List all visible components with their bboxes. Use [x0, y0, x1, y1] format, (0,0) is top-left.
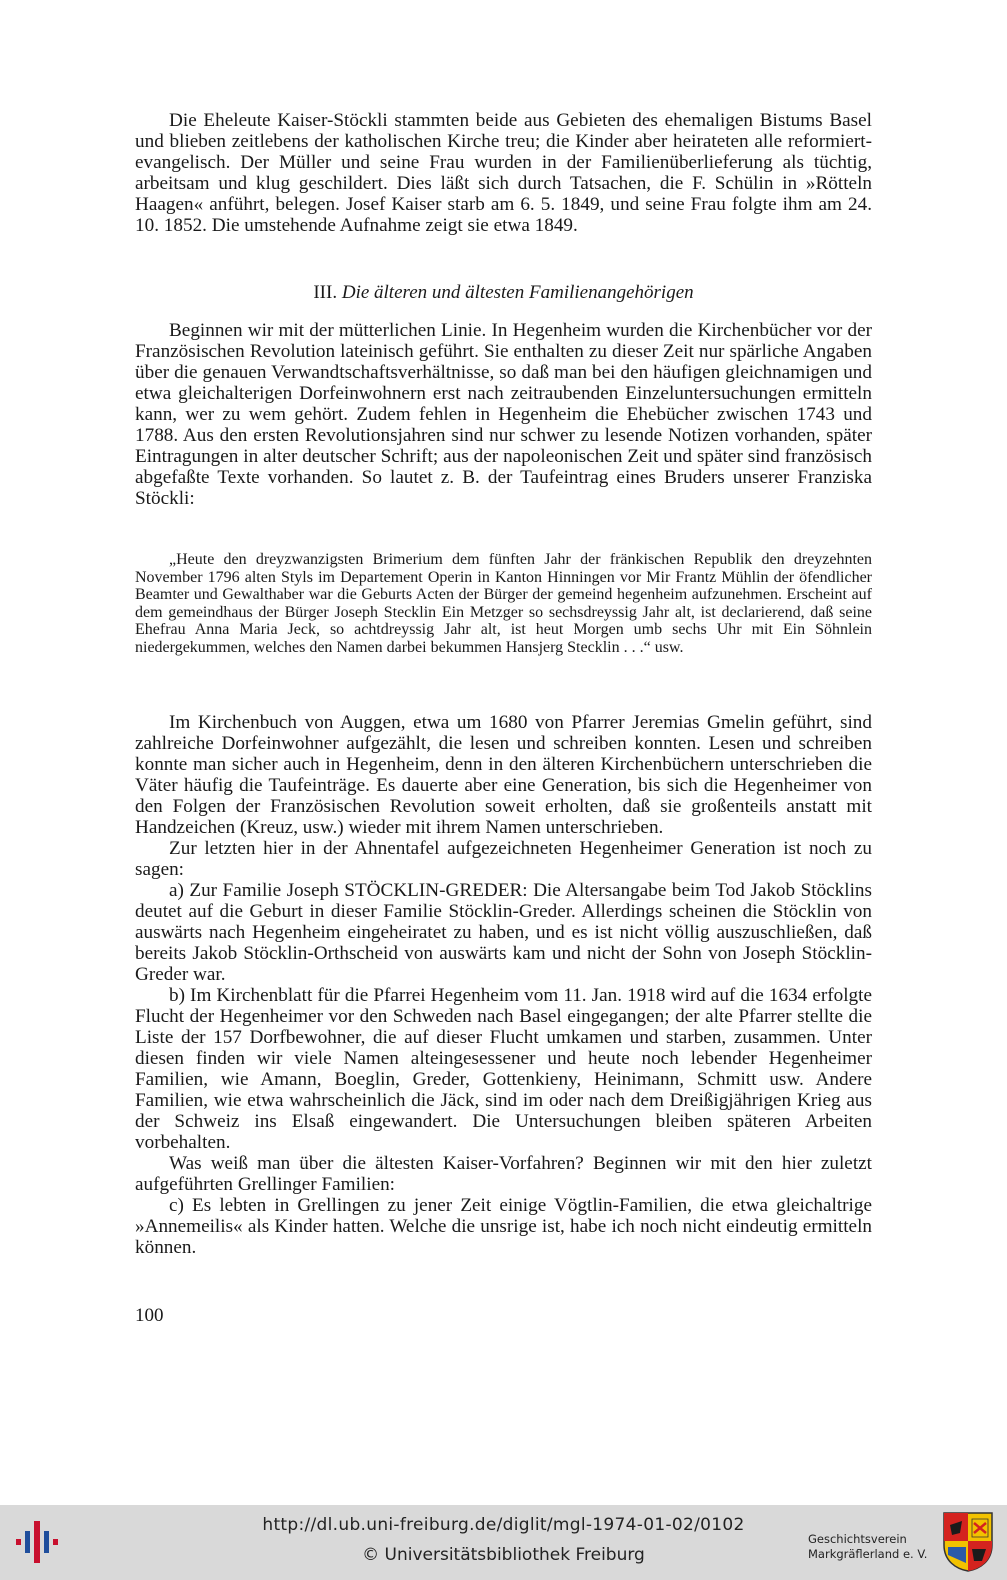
list-item-a: a) Zur Familie Joseph STÖCKLIN-GREDER: Die Altersangabe beim Tod Jakob Stöcklins deutet auf die Geburt in dieser Familie Stöcklin-Greder. Allerdings scheinen die Stöcklin von auswärts nach Hegenheim eingeheiratet zu haben, und es ist nicht völlig auszuschließen, daß bereits Jakob Stöcklin-Orthscheid von auswärts kam und nicht der Sohn von Joseph Stöcklin-Greder war. [135, 880, 872, 985]
text-block-main [135, 712, 872, 1258]
paragraph: Beginnen wir mit der mütterlichen Linie. In Hegenheim wurden die Kirchenbücher vor der Französischen Revolution lateinisch geführt. Sie enthalten zu dieser Zeit nur spärliche Angaben über die genauen Verwandtschaftsverhältnisse, so daß man bei den häufigen gleichnamigen und etwa gleichalterigen Dorfeinwohnern erst nach zeitraubenden Einzeluntersuchungen ermitteln kann, wer zu wem gehört. Zudem fehlen in Hegenheim die Ehebücher zwischen 1743 und 1788. Aus den ersten Revolutionsjahren sind nur schwer zu lesende Notizen vorhanden, später Eintragungen in alter deutscher Schrift; aus der napoleonischen Zeit und später sind französisch abgefaßte Texte vorhanden. So lautet z. B. der Taufeintrag eines Bruders unserer Franziska Stöckli: [135, 320, 872, 509]
paragraph: Zur letzten hier in der Ahnentafel aufgezeichneten Hegenheimer Generation ist noch zu sagen: [135, 838, 872, 880]
document-url-link[interactable]: http://dl.ub.uni-freiburg.de/diglit/mgl-1974-01-02/0102 [262, 1515, 745, 1535]
society-name [808, 1532, 927, 1562]
quote-text: „Heute den dreyzwanzigsten Brimerium dem fünften Jahr der fränkischen Republik den dreyzehnten November 1796 alten Styls im Departement Operin in Kanton Hinningen vor Mir Frantz Mühlin der öfendlicher Beamter und Gewalthaber war die Geburts Acten der Bürger der gemeind hegenheim aufzunehmen. Erscheint auf dem gemeindhaus der Bürger Joseph Stecklin Ein Metzger so sechsdreyssig Jahr alt, ist declarierend, daß seine Ehefrau Anna Maria Jeck, so achtdreyssig Jahr alt, ist heut Morgen umb sechs Uhr mit Ein Söhnlein niedergekummen, welches den Namen darbei bekummen Hansjerg Stecklin . . .“ usw. [135, 551, 872, 656]
section-heading [135, 282, 872, 304]
society-name-line1: Geschichtsverein [808, 1532, 907, 1546]
text-block-intro [135, 110, 872, 236]
coat-of-arms-icon [942, 1511, 994, 1573]
footer-bar [0, 1505, 1007, 1580]
paragraph: Die Eheleute Kaiser-Stöckli stammten beide aus Gebieten des ehemaligen Bistums Basel und blieben zeitlebens der katholischen Kirche treu; die Kinder aber heirateten alle reformiert-evangelisch. Der Müller und seine Frau wurden in der Familienüberlieferung als tüchtig, arbeitsam und klug geschildert. Dies läßt sich durch Tatsachen, die F. Schülin in »Rötteln Haagen« anführt, belegen. Josef Kaiser starb am 6. 5. 1849, und seine Frau folgte ihm am 24. 10. 1852. Die umstehende Aufnahme zeigt sie etwa 1849. [135, 110, 872, 236]
text-block-section [135, 320, 872, 509]
list-item-b: b) Im Kirchenblatt für die Pfarrei Hegenheim vom 11. Jan. 1918 wird auf die 1634 erfolgte Flucht der Hegenheimer vor den Schweden nach Basel eingegangen; der alte Pfarrer stellte die Liste der 157 Dorfbewohner, die auf dieser Flucht umkamen und starben, zusammen. Unter diesen finden wir viele Namen alteingesessener und heute noch lebender Hegenheimer Familien, wie Amann, Boeglin, Greder, Gottenkieny, Heinimann, Schmitt usw. Andere Familien, wie etwa wahrscheinlich die Jäck, sind im oder nach dem Dreißigjährigen Krieg aus der Schweiz ins Elsaß eingewandert. Die Untersuchungen bleiben späteren Arbeiten vorbehalten. [135, 985, 872, 1153]
copyright-text: © Universitätsbibliothek Freiburg [362, 1545, 645, 1565]
paragraph: Im Kirchenbuch von Auggen, etwa um 1680 von Pfarrer Jeremias Gmelin geführt, sind zahlreiche Dorfeinwohner aufgezählt, die lesen und schreiben konnten. Lesen und schreiben konnte man sicher auch in Hegenheim, denn in den älteren Kirchenbüchern unterschrieben die Väter häufig die Taufeinträge. Es dauerte aber eine Generation, bis sich die Hegenheimer von den Folgen der Französischen Revolution soweit erholten, daß sie großenteils anstatt mit Handzeichen (Kreuz, usw.) wieder mit ihrem Namen unterschrieben. [135, 712, 872, 838]
paragraph: Was weiß man über die ältesten Kaiser-Vorfahren? Beginnen wir mit den hier zuletzt aufgeführten Grellinger Familien: [135, 1153, 872, 1195]
section-number: III. [313, 282, 338, 303]
society-name-line2: Markgräflerland e. V. [808, 1547, 928, 1561]
block-quote [135, 551, 872, 656]
page-number: 100 [135, 1305, 164, 1326]
section-title: Die älteren und ältesten Familienangehörigen [341, 282, 694, 303]
list-item-c: c) Es lebten in Grellingen zu jener Zeit einige Vögtlin-Familien, die etwa gleichaltrige »Annemeilis« als Kinder hatten. Welche die unsrige ist, habe ich noch nicht eindeutig ermitteln können. [135, 1195, 872, 1258]
